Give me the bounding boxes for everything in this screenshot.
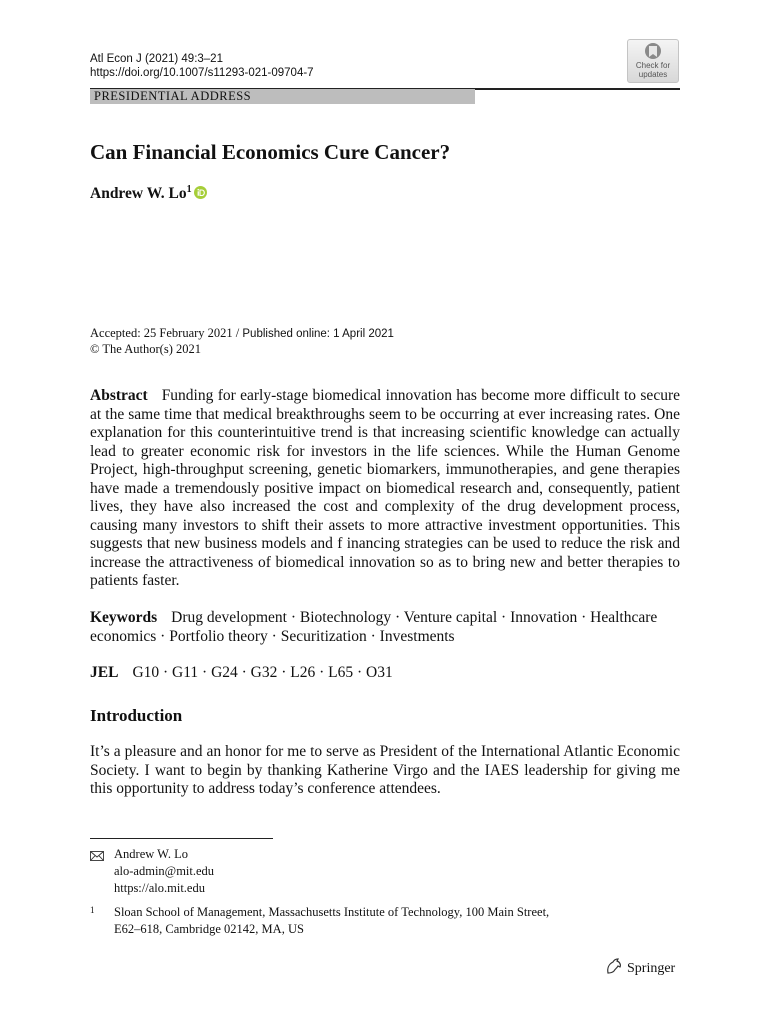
affiliation-number: 1: [90, 905, 95, 915]
accepted-date: Accepted: 25 February 2021 /: [90, 326, 243, 340]
orcid-icon[interactable]: [194, 186, 207, 204]
doi-link[interactable]: https://doi.org/10.1007/s11293-021-09704-7: [90, 67, 314, 79]
author-name[interactable]: Andrew W. Lo: [90, 185, 187, 202]
affiliation-line-2: E62–618, Cambridge 02142, MA, US: [114, 922, 304, 936]
jel-codes: [90, 664, 680, 683]
citation-header: [90, 52, 314, 80]
check-for-label: Check for: [635, 61, 671, 70]
abstract-label: Abstract: [90, 387, 148, 404]
contact-url[interactable]: https://alo.mit.edu: [114, 881, 205, 895]
publication-dates: [90, 326, 394, 357]
published-date: Published online: 1 April 2021: [242, 328, 394, 340]
footnote-rule: [90, 838, 273, 839]
introduction-heading: Introduction: [90, 706, 183, 725]
abstract-text: Funding for early-stage biomedical innovation has become more difficult to secure at the same time that medical breakthroughs seem to be occurring at ever increasing rates. One explanation for this counterintuitive trend is that increasing scientific knowledge can actually lead to greater economic risk for investors in the life sciences. While the Human Genome Project, high-throughput screening, genetic biomarkers, immunotherapies, and gene therapies have made a tremendously positive impact on biomedical research and, consequently, patient lives, they have also increased the cost and complexity of the drug development process, causing many investors to shift their assets to more attractive investment opportunities. This suggests that new business models and f inancing strategies can be used to reduce the risk and increase the attractiveness of biomedical innovation so as to bring new and better therapies to patients faster.: [90, 387, 680, 589]
affiliation-line-1: Sloan School of Management, Massachusetts Institute of Technology, 100 Main Street,: [114, 905, 550, 919]
contact-name: Andrew W. Lo: [114, 847, 188, 861]
section-label: PRESIDENTIAL ADDRESS: [90, 89, 475, 104]
jel-label: JEL: [90, 664, 119, 681]
abstract: [90, 387, 680, 591]
contact-email[interactable]: alo-admin@mit.edu: [114, 864, 215, 878]
springer-horse-logo: [605, 958, 623, 975]
copyright: © The Author(s) 2021: [90, 342, 201, 356]
article-title: Can Financial Economics Cure Cancer?: [90, 140, 451, 164]
publisher-name: Springer: [627, 961, 676, 976]
envelope-icon: [90, 849, 104, 866]
keywords: [90, 609, 680, 646]
author-line: [90, 184, 207, 204]
journal-citation: Atl Econ J (2021) 49:3–21: [90, 53, 223, 65]
affiliation: [90, 904, 654, 938]
check-for-updates-badge[interactable]: [627, 39, 679, 83]
corresponding-author: [90, 846, 214, 897]
introduction-text: It’s a pleasure and an honor for me to serve as President of the International Atlantic Economic Society. I want to begin by thanking Katherine Virgo and the IAES leadership for giving me this opportunity to address today’s conference attendees.: [90, 743, 680, 797]
bookmark-check-icon: [642, 42, 664, 62]
keywords-text: Drug development · Biotechnology · Venture capital · Innovation · Healthcare economics · Portfolio theory · Securitization · Investments: [90, 609, 658, 645]
affiliation-marker[interactable]: 1: [186, 184, 192, 195]
updates-label: updates: [638, 69, 668, 79]
keywords-label: Keywords: [90, 609, 158, 626]
publisher-mark: [605, 958, 675, 977]
jel-text: G10 · G11 · G24 · G32 · L26 · L65 · O31: [132, 664, 393, 681]
